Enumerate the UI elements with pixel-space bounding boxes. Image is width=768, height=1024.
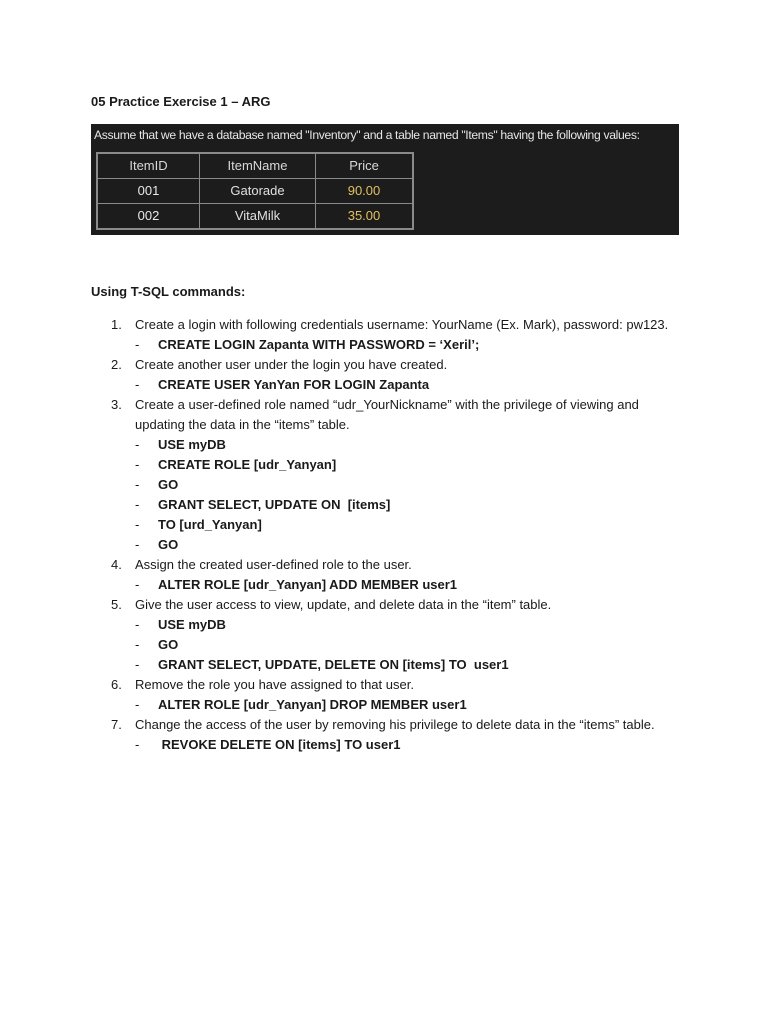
dash-bullet: - bbox=[135, 517, 140, 532]
page-title: 05 Practice Exercise 1 – ARG bbox=[91, 94, 271, 109]
step-number: 3. bbox=[111, 397, 122, 412]
dash-bullet: - bbox=[135, 457, 140, 472]
step-number: 7. bbox=[111, 717, 122, 732]
table-cell: 90.00 bbox=[316, 179, 414, 204]
sql-command bbox=[91, 655, 691, 675]
column-header-itemid: ItemID bbox=[97, 153, 200, 179]
sql-command bbox=[91, 335, 691, 355]
step-text: Create a user-defined role named “udr_YourNickname” with the privilege of viewing and bbox=[135, 397, 639, 412]
dash-bullet: - bbox=[135, 437, 140, 452]
sql-command-text: GO bbox=[158, 537, 179, 552]
dash-bullet: - bbox=[135, 377, 140, 392]
column-header-price: Price bbox=[316, 153, 414, 179]
step-instruction bbox=[91, 355, 691, 375]
step-instruction bbox=[91, 595, 691, 615]
step-text: Change the access of the user by removing his privilege to delete data in the “items” table. bbox=[135, 717, 655, 732]
table-cell: 35.00 bbox=[316, 204, 414, 230]
sql-command-text: USE myDB bbox=[158, 617, 226, 632]
step-number: 2. bbox=[111, 357, 122, 372]
sql-command bbox=[91, 575, 691, 595]
dash-bullet: - bbox=[135, 737, 140, 752]
sql-command-text: GO bbox=[158, 637, 179, 652]
sql-command-text: GRANT SELECT, UPDATE, DELETE ON [items] TO user1 bbox=[158, 657, 509, 672]
sql-command-text: ALTER ROLE [udr_Yanyan] ADD MEMBER user1 bbox=[158, 577, 458, 592]
sql-command bbox=[91, 515, 691, 535]
sql-command-text: GO bbox=[158, 477, 179, 492]
exercise-list bbox=[91, 315, 691, 755]
sql-command-text: ALTER ROLE [udr_Yanyan] DROP MEMBER user1 bbox=[158, 697, 467, 712]
sql-command bbox=[91, 695, 691, 715]
table-row bbox=[97, 179, 413, 204]
sql-command-text: CREATE ROLE [udr_Yanyan] bbox=[158, 457, 337, 472]
step-text: Give the user access to view, update, and delete data in the “item” table. bbox=[135, 597, 552, 612]
step-instruction bbox=[91, 395, 691, 415]
dash-bullet: - bbox=[135, 617, 140, 632]
sql-command-text: CREATE USER YanYan FOR LOGIN Zapanta bbox=[158, 377, 430, 392]
table-screenshot bbox=[91, 124, 679, 235]
dash-bullet: - bbox=[135, 497, 140, 512]
step-text: Create a login with following credentials username: YourName (Ex. Mark), password: pw123. bbox=[135, 317, 669, 332]
sql-command bbox=[91, 635, 691, 655]
step-text: Assign the created user-defined role to the user. bbox=[135, 557, 412, 572]
sql-command-text: REVOKE DELETE ON [items] TO user1 bbox=[158, 737, 401, 752]
step-instruction-continued bbox=[91, 415, 691, 435]
step-number: 4. bbox=[111, 557, 122, 572]
table-cell: 002 bbox=[97, 204, 200, 230]
step-instruction bbox=[91, 675, 691, 695]
dash-bullet: - bbox=[135, 577, 140, 592]
step-text: Create another user under the login you have created. bbox=[135, 357, 448, 372]
step-number: 6. bbox=[111, 677, 122, 692]
sql-command bbox=[91, 615, 691, 635]
table-row bbox=[97, 204, 413, 230]
items-table bbox=[96, 152, 414, 230]
table-cell: Gatorade bbox=[200, 179, 316, 204]
step-instruction bbox=[91, 715, 691, 735]
dash-bullet: - bbox=[135, 337, 140, 352]
step-instruction bbox=[91, 555, 691, 575]
sql-command bbox=[91, 495, 691, 515]
dash-bullet: - bbox=[135, 477, 140, 492]
step-text: Remove the role you have assigned to that user. bbox=[135, 677, 414, 692]
dash-bullet: - bbox=[135, 537, 140, 552]
sql-command bbox=[91, 455, 691, 475]
step-text: updating the data in the “items” table. bbox=[135, 417, 350, 432]
sql-command bbox=[91, 375, 691, 395]
sql-command bbox=[91, 475, 691, 495]
sql-command-text: TO [urd_Yanyan] bbox=[158, 517, 262, 532]
dash-bullet: - bbox=[135, 657, 140, 672]
step-number: 5. bbox=[111, 597, 122, 612]
column-header-itemname: ItemName bbox=[200, 153, 316, 179]
sql-command-text: USE myDB bbox=[158, 437, 226, 452]
sql-command-text: CREATE LOGIN Zapanta WITH PASSWORD = ‘Xeril’; bbox=[158, 337, 480, 352]
dash-bullet: - bbox=[135, 697, 140, 712]
table-cell: 001 bbox=[97, 179, 200, 204]
table-header-row bbox=[97, 153, 413, 179]
sql-command bbox=[91, 435, 691, 455]
section-heading: Using T-SQL commands: bbox=[91, 284, 246, 299]
step-number: 1. bbox=[111, 317, 122, 332]
dash-bullet: - bbox=[135, 637, 140, 652]
table-cell: VitaMilk bbox=[200, 204, 316, 230]
sql-command bbox=[91, 535, 691, 555]
step-instruction bbox=[91, 315, 691, 335]
sql-command-text: GRANT SELECT, UPDATE ON [items] bbox=[158, 497, 391, 512]
sql-command bbox=[91, 735, 691, 755]
screenshot-caption: Assume that we have a database named "Inventory" and a table named "Items" having the following values: bbox=[94, 128, 640, 142]
